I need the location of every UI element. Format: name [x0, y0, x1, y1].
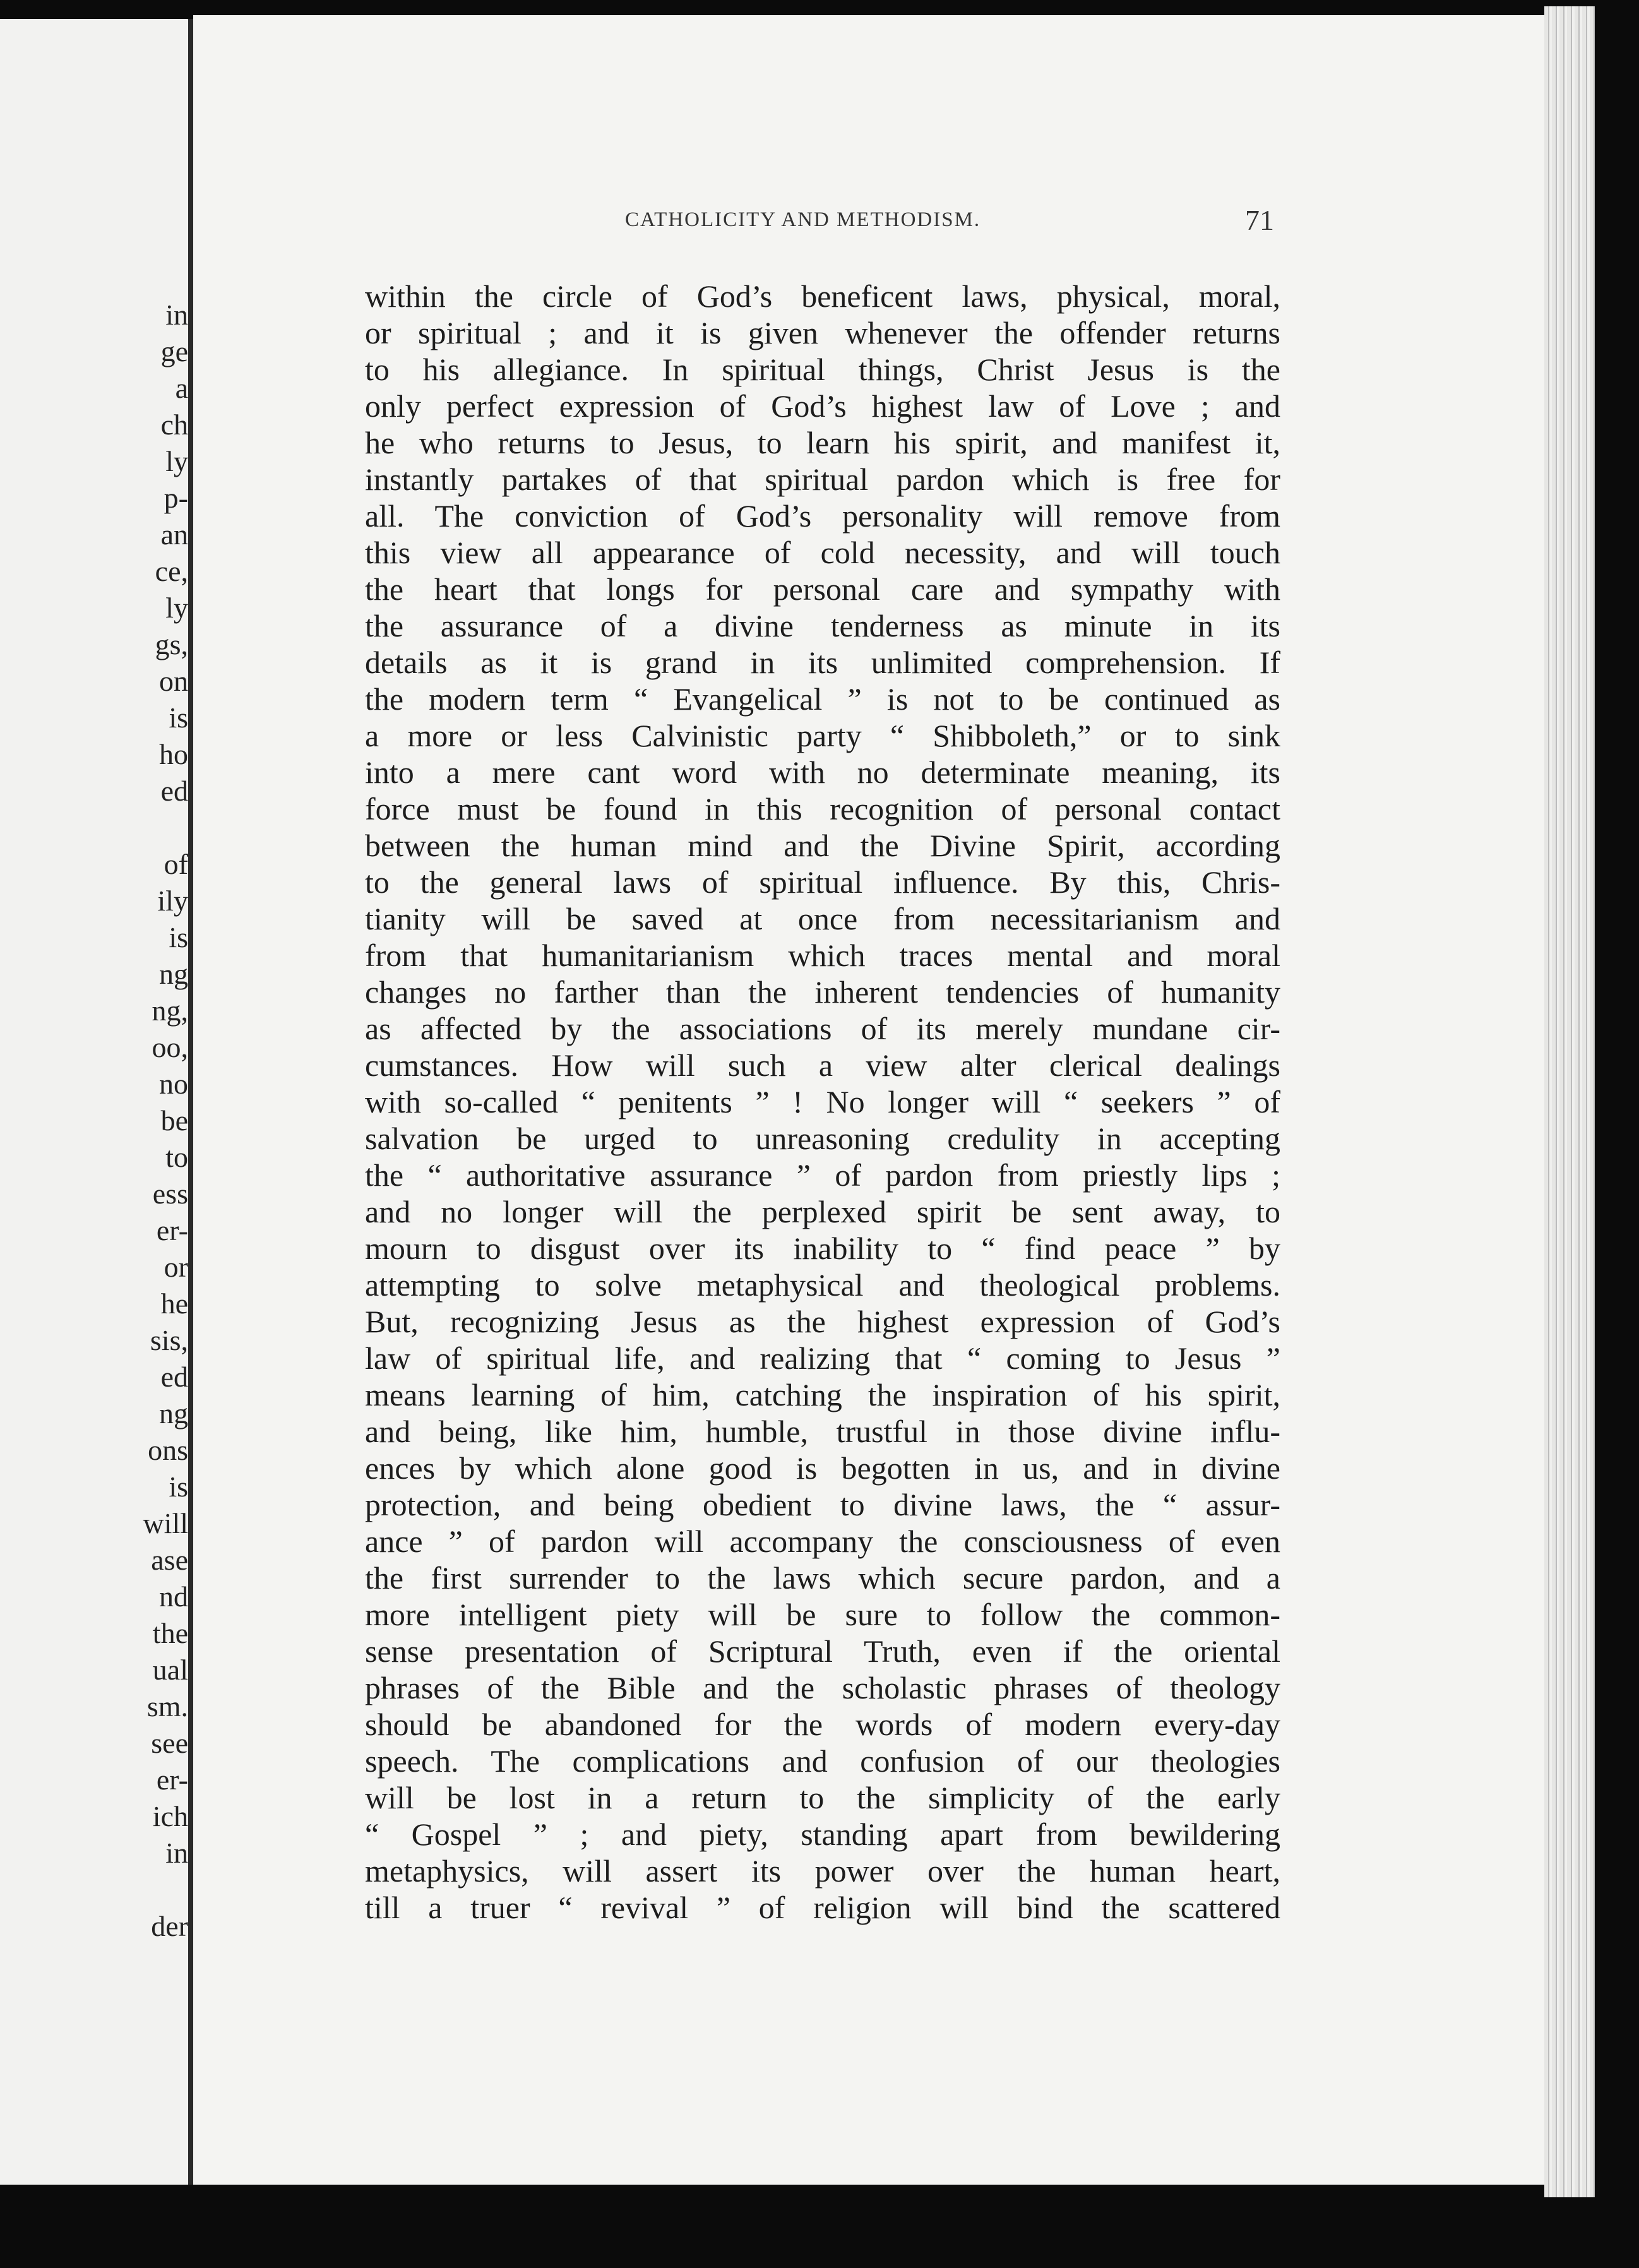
text-line: all. The conviction of God’s personality will remove from — [365, 498, 1280, 534]
left-page-fragment: the — [152, 1617, 188, 1649]
text-line: instantly partakes of that spiritual pardon which is free for — [365, 462, 1280, 497]
left-page-fragment: ase — [151, 1544, 188, 1576]
text-line: into a mere cant word with no determinate meaning, its — [365, 755, 1280, 790]
text-line: as affected by the associations of its merely mundane cir- — [365, 1011, 1280, 1046]
left-page-fragment: nd — [159, 1580, 188, 1613]
text-line: this view all appearance of cold necessity, and will touch — [365, 535, 1280, 570]
text-line: But, recognizing Jesus as the highest expression of God’s — [365, 1304, 1280, 1339]
text-line: ences by which alone good is begotten in us, and in divine — [365, 1450, 1280, 1486]
text-line: sense presentation of Scriptural Truth, even if the oriental — [365, 1633, 1280, 1669]
text-line: a more or less Calvinistic party “ Shibboleth,” or to sink — [365, 718, 1280, 753]
text-line: means learning of him, catching the inspiration of his spirit, — [365, 1377, 1280, 1412]
left-page-fragment: ily — [157, 885, 188, 917]
text-line: tianity will be saved at once from necessitarianism and — [365, 901, 1280, 936]
left-page-fragments — [3, 297, 188, 1945]
left-page-fragment: in — [165, 299, 188, 331]
left-page-fragment: ng — [159, 1397, 188, 1429]
left-page-fragment: he — [160, 1287, 188, 1320]
left-page-fragment: ich — [152, 1800, 188, 1832]
book-gutter — [188, 19, 193, 2185]
text-line: the modern term “ Evangelical ” is not to be continued as — [365, 681, 1280, 717]
text-line: till a truer “ revival ” of religion will bind the scattered — [365, 1890, 1280, 1925]
left-page-fragment: ng, — [152, 994, 188, 1027]
left-page-fragment: ual — [152, 1654, 188, 1686]
text-line: mourn to disgust over its inability to “ find peace ” by — [365, 1231, 1280, 1266]
left-page-fragment: on — [159, 665, 188, 697]
left-page-fragment: der — [151, 1910, 188, 1942]
left-page-fragment: er- — [156, 1764, 188, 1796]
left-page-fragment: ly — [165, 445, 188, 477]
text-line: law of spiritual life, and realizing that “ coming to Jesus ” — [365, 1340, 1280, 1376]
text-line: the “ authoritative assurance ” of pardon from priestly lips ; — [365, 1157, 1280, 1193]
text-line: phrases of the Bible and the scholastic phrases of theology — [365, 1670, 1280, 1705]
text-line: salvation be urged to unreasoning credulity in accepting — [365, 1121, 1280, 1156]
text-line: within the circle of God’s beneficent laws, physical, moral, — [365, 278, 1280, 314]
text-line: will be lost in a return to the simplicity of the early — [365, 1780, 1280, 1815]
left-page-fragment: will — [143, 1507, 188, 1539]
text-line: the heart that longs for personal care and sympathy with — [365, 571, 1280, 607]
left-page-fragment: see — [151, 1727, 188, 1759]
left-page-fragment: gs, — [155, 628, 188, 660]
left-page-fragment: is — [169, 921, 188, 953]
left-page-fragment: ge — [160, 335, 188, 367]
text-line: he who returns to Jesus, to learn his spirit, and manifest it, — [365, 425, 1280, 460]
running-head: CATHOLICITY AND METHODISM. — [625, 208, 981, 231]
left-page-fragment: is — [169, 1471, 188, 1503]
text-line: metaphysics, will assert its power over the human heart, — [365, 1853, 1280, 1889]
text-line: force must be found in this recognition of personal contact — [365, 791, 1280, 827]
left-page-fragment: ho — [159, 738, 188, 770]
left-page-fragment: to — [165, 1141, 188, 1173]
left-page-fragment: be — [160, 1104, 188, 1137]
left-page-fragment: in — [165, 1837, 188, 1869]
left-page-fragment: p- — [164, 482, 188, 514]
left-page-fragment: ly — [165, 592, 188, 624]
text-line: attempting to solve metaphysical and theological problems. — [365, 1267, 1280, 1303]
left-page-fragment: oo, — [152, 1031, 188, 1063]
text-line: or spiritual ; and it is given whenever the offender returns — [365, 315, 1280, 350]
left-page-fragment: sis, — [150, 1324, 188, 1356]
left-page-fragment: a — [175, 372, 188, 404]
text-line: protection, and being obedient to divine laws, the “ assur- — [365, 1487, 1280, 1522]
text-line: should be abandoned for the words of modern every-day — [365, 1707, 1280, 1742]
left-page-fragment — [3, 809, 188, 846]
text-line: more intelligent piety will be sure to follow the common- — [365, 1597, 1280, 1632]
left-page-fragment: or — [164, 1251, 188, 1283]
left-page-fragment: er- — [156, 1214, 188, 1246]
text-line: with so-called “ penitents ” ! No longer will “ seekers ” of — [365, 1084, 1280, 1119]
text-line: changes no farther than the inherent tendencies of humanity — [365, 974, 1280, 1010]
left-page-fragment: ce, — [155, 555, 188, 587]
text-line: to his allegiance. In spiritual things, Christ Jesus is the — [365, 352, 1280, 387]
text-line: only perfect expression of God’s highest law of Love ; and — [365, 388, 1280, 424]
left-page-fragment: no — [159, 1068, 188, 1100]
text-line: the first surrender to the laws which secure pardon, and a — [365, 1560, 1280, 1596]
left-page-fragment: ch — [160, 409, 188, 441]
left-page — [0, 19, 189, 2185]
page-number: 71 — [1245, 204, 1274, 236]
left-page-fragment: ed — [160, 775, 188, 807]
page-edges — [1544, 6, 1595, 2197]
left-page-fragment: ons — [148, 1434, 188, 1466]
left-page-fragment: sm. — [146, 1690, 188, 1722]
text-line: and being, like him, humble, trustful in those divine influ- — [365, 1414, 1280, 1449]
text-line: between the human mind and the Divine Spirit, according — [365, 828, 1280, 863]
body-text — [365, 278, 1280, 1926]
left-page-fragment: is — [169, 701, 188, 734]
text-line: the assurance of a divine tenderness as minute in its — [365, 608, 1280, 643]
left-page-fragment: ng — [159, 958, 188, 990]
left-page-fragment: of — [164, 848, 188, 880]
text-line: and no longer will the perplexed spirit be sent away, to — [365, 1194, 1280, 1229]
left-page-fragment: ed — [160, 1361, 188, 1393]
text-line: “ Gospel ” ; and piety, standing apart from bewildering — [365, 1817, 1280, 1852]
text-line: details as it is grand in its unlimited comprehension. If — [365, 645, 1280, 680]
text-line: from that humanitarianism which traces mental and moral — [365, 938, 1280, 973]
text-line: cumstances. How will such a view alter clerical dealings — [365, 1047, 1280, 1083]
left-page-fragment — [3, 1871, 188, 1908]
text-line: speech. The complications and confusion of our theologies — [365, 1743, 1280, 1779]
text-line: ance ” of pardon will accompany the consciousness of even — [365, 1524, 1280, 1559]
text-line: to the general laws of spiritual influence. By this, Chris- — [365, 864, 1280, 900]
left-page-fragment: ess — [152, 1178, 188, 1210]
left-page-fragment: an — [160, 518, 188, 551]
